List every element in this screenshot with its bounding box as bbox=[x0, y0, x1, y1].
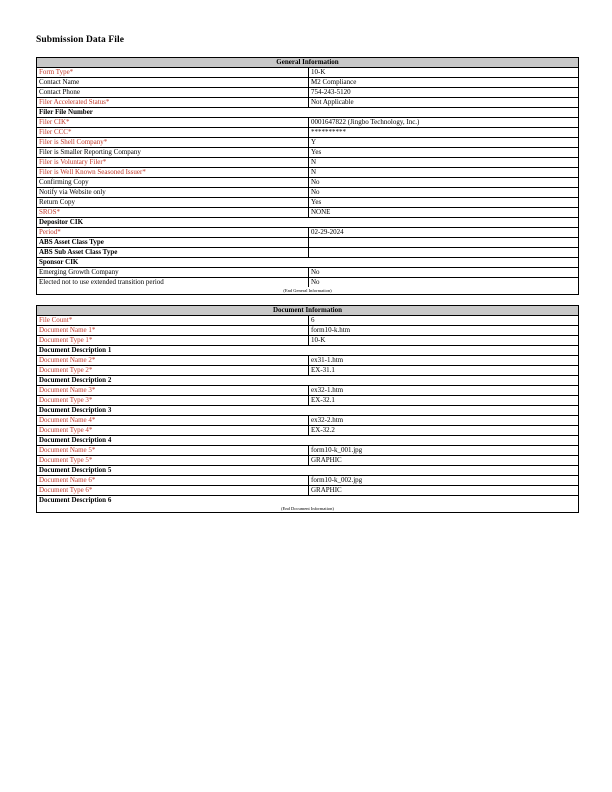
table-row bbox=[37, 386, 578, 396]
table-row bbox=[37, 208, 578, 218]
row-value: GRAPHIC bbox=[311, 486, 342, 494]
table-row bbox=[37, 88, 578, 98]
table-row bbox=[37, 108, 578, 118]
table-row bbox=[37, 436, 578, 446]
table-row bbox=[37, 98, 578, 108]
table-row bbox=[37, 486, 578, 496]
table-row bbox=[37, 336, 578, 346]
row-value: Y bbox=[311, 138, 317, 146]
document-information-footer: (End Document Information) bbox=[281, 506, 334, 511]
page-title: Submission Data File bbox=[36, 35, 125, 45]
table-row bbox=[37, 446, 578, 456]
row-value bbox=[309, 238, 578, 247]
row-value: 754-243-5120 bbox=[311, 88, 351, 96]
table-row bbox=[37, 366, 578, 376]
row-label: Document Name 2* bbox=[37, 356, 309, 365]
row-value: 02-29-2024 bbox=[311, 228, 344, 236]
row-label: Filer is Smaller Reporting Company bbox=[37, 148, 309, 157]
row-value: Yes bbox=[311, 198, 322, 206]
row-label: Notify via Website only bbox=[37, 188, 309, 197]
row-label: Elected not to use extended transition period bbox=[37, 278, 309, 287]
row-label: Document Type 1* bbox=[37, 336, 309, 345]
document-information-section bbox=[36, 305, 579, 513]
table-row bbox=[37, 496, 578, 505]
row-value: EX-32.1 bbox=[311, 396, 335, 404]
row-label: Document Name 6* bbox=[37, 476, 309, 485]
table-row bbox=[37, 416, 578, 426]
table-row bbox=[37, 376, 578, 386]
table-row bbox=[37, 456, 578, 466]
row-label: Document Description 3 bbox=[39, 406, 112, 414]
row-label: Document Name 4* bbox=[37, 416, 309, 425]
row-label: Depositor CIK bbox=[39, 218, 84, 226]
row-value: 10-K bbox=[311, 336, 326, 344]
table-row bbox=[37, 158, 578, 168]
row-label: Document Description 4 bbox=[39, 436, 112, 444]
table-row bbox=[37, 258, 578, 268]
general-information-footer: (End General Information) bbox=[283, 288, 332, 293]
table-row bbox=[37, 168, 578, 178]
table-row bbox=[37, 326, 578, 336]
table-row bbox=[37, 128, 578, 138]
row-label: Document Description 6 bbox=[39, 496, 112, 504]
table-row bbox=[37, 346, 578, 356]
row-value: 0001647822 (Jingbo Technology, Inc.) bbox=[311, 118, 420, 126]
row-value: M2 Compliance bbox=[311, 78, 357, 86]
row-value: No bbox=[311, 188, 320, 196]
table-row bbox=[37, 68, 578, 78]
row-label: Return Copy bbox=[37, 198, 309, 207]
row-label: Document Name 3* bbox=[37, 386, 309, 395]
row-value: No bbox=[311, 268, 320, 276]
row-value: No bbox=[311, 278, 320, 286]
table-row bbox=[37, 396, 578, 406]
row-label: SROS* bbox=[37, 208, 309, 217]
table-row bbox=[37, 138, 578, 148]
row-value: N bbox=[311, 168, 317, 176]
table-row bbox=[37, 248, 578, 258]
row-label: ABS Asset Class Type bbox=[37, 238, 309, 247]
row-label: Filer is Well Known Seasoned Issuer* bbox=[37, 168, 309, 177]
general-information-header: General Information bbox=[37, 58, 578, 68]
table-row bbox=[37, 198, 578, 208]
document-information-rows bbox=[37, 316, 578, 505]
row-label: Form Type* bbox=[37, 68, 309, 77]
row-value: EX-31.1 bbox=[311, 366, 335, 374]
document-information-header: Document Information bbox=[37, 306, 578, 316]
row-value: ********** bbox=[311, 128, 346, 136]
row-label: Document Description 2 bbox=[39, 376, 112, 384]
row-label: Filer CIK* bbox=[37, 118, 309, 127]
row-value: No bbox=[311, 178, 320, 186]
row-label: Filer File Number bbox=[39, 108, 93, 116]
row-label: Filer is Shell Company* bbox=[37, 138, 309, 147]
row-label: Document Type 5* bbox=[37, 456, 309, 465]
table-row bbox=[37, 118, 578, 128]
row-label: File Count* bbox=[37, 316, 309, 325]
row-label: Emerging Growth Company bbox=[37, 268, 309, 277]
table-row bbox=[37, 148, 578, 158]
row-label: Confirming Copy bbox=[37, 178, 309, 187]
row-label: Contact Name bbox=[37, 78, 309, 87]
table-row bbox=[37, 178, 578, 188]
row-label: Filer is Voluntary Filer* bbox=[37, 158, 309, 167]
table-row bbox=[37, 426, 578, 436]
row-label: Document Description 1 bbox=[39, 346, 112, 354]
table-row bbox=[37, 466, 578, 476]
table-row bbox=[37, 316, 578, 326]
row-label: Filer CCC* bbox=[37, 128, 309, 137]
row-value bbox=[309, 248, 578, 257]
row-value: EX-32.2 bbox=[311, 426, 335, 434]
row-label: Contact Phone bbox=[37, 88, 309, 97]
general-information-rows bbox=[37, 68, 578, 287]
row-label: Sponsor CIK bbox=[39, 258, 79, 266]
row-label: Filer Accelerated Status* bbox=[37, 98, 309, 107]
table-row bbox=[37, 78, 578, 88]
row-label: Document Type 2* bbox=[37, 366, 309, 375]
row-label: Document Description 5 bbox=[39, 466, 112, 474]
row-value: 10-K bbox=[311, 68, 326, 76]
row-label: Document Type 6* bbox=[37, 486, 309, 495]
row-value: ex32-2.htm bbox=[311, 416, 344, 424]
row-value: N bbox=[311, 158, 317, 166]
table-row bbox=[37, 278, 578, 287]
row-value: ex31-1.htm bbox=[311, 356, 344, 364]
row-label: Document Name 1* bbox=[37, 326, 309, 335]
row-label: Document Name 5* bbox=[37, 446, 309, 455]
row-label: Document Type 3* bbox=[37, 396, 309, 405]
row-value: 6 bbox=[311, 316, 315, 324]
row-value: form10-k_002.jpg bbox=[311, 476, 363, 484]
table-row bbox=[37, 218, 578, 228]
row-label: Document Type 4* bbox=[37, 426, 309, 435]
row-value: GRAPHIC bbox=[311, 456, 342, 464]
row-value: Yes bbox=[311, 148, 322, 156]
table-row bbox=[37, 188, 578, 198]
table-row bbox=[37, 268, 578, 278]
general-information-section bbox=[36, 57, 579, 295]
row-label: Period* bbox=[37, 228, 309, 237]
table-row bbox=[37, 406, 578, 416]
row-value: Not Applicable bbox=[311, 98, 354, 106]
row-label: ABS Sub Asset Class Type bbox=[37, 248, 309, 257]
table-row bbox=[37, 356, 578, 366]
row-value: NONE bbox=[311, 208, 331, 216]
row-value: form10-k_001.jpg bbox=[311, 446, 363, 454]
table-row bbox=[37, 476, 578, 486]
row-value: form10-k.htm bbox=[311, 326, 351, 334]
table-row bbox=[37, 228, 578, 238]
row-value: ex32-1.htm bbox=[311, 386, 344, 394]
table-row bbox=[37, 238, 578, 248]
